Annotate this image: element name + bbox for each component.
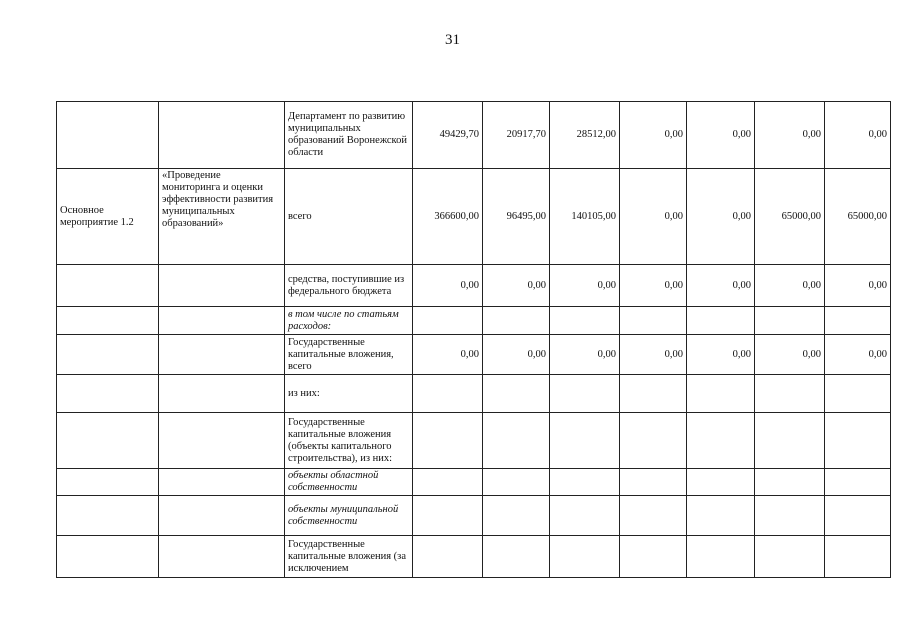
value-cell xyxy=(550,469,620,496)
value-cell xyxy=(620,413,687,469)
value-cell xyxy=(620,307,687,335)
value-cell xyxy=(687,469,755,496)
event-name-cell xyxy=(159,469,285,496)
event-label-cell xyxy=(57,496,159,536)
table-row xyxy=(57,335,891,375)
value-cell: 0,00 xyxy=(483,335,550,375)
table-row xyxy=(57,496,891,536)
value-cell xyxy=(413,307,483,335)
value-cell xyxy=(755,496,825,536)
value-cell xyxy=(483,413,550,469)
value-cell xyxy=(687,307,755,335)
value-cell: 0,00 xyxy=(620,102,687,169)
value-cell: 0,00 xyxy=(755,265,825,307)
table-row xyxy=(57,265,891,307)
value-cell: 20917,70 xyxy=(483,102,550,169)
value-cell xyxy=(687,536,755,578)
value-cell xyxy=(825,536,891,578)
event-name-cell xyxy=(159,102,285,169)
event-name-cell: «Проведение мониторинга и оценки эффективности развития муниципальных образований» xyxy=(159,169,285,265)
value-cell xyxy=(550,496,620,536)
value-cell xyxy=(620,375,687,413)
event-name-cell xyxy=(159,413,285,469)
value-cell xyxy=(825,307,891,335)
funding-source-cell: объекты областной собственности xyxy=(285,469,413,496)
value-cell xyxy=(413,469,483,496)
table-row xyxy=(57,469,891,496)
event-label-cell xyxy=(57,375,159,413)
value-cell xyxy=(620,496,687,536)
value-cell xyxy=(755,536,825,578)
table-row xyxy=(57,536,891,578)
value-cell: 65000,00 xyxy=(755,169,825,265)
value-cell: 0,00 xyxy=(620,265,687,307)
funding-source-cell: из них: xyxy=(285,375,413,413)
funding-source-cell: объекты муниципальной собственности xyxy=(285,496,413,536)
value-cell xyxy=(483,307,550,335)
value-cell xyxy=(550,375,620,413)
value-cell: 0,00 xyxy=(687,335,755,375)
funding-source-cell: Государственные капитальные вложения (за исключением xyxy=(285,536,413,578)
value-cell xyxy=(483,375,550,413)
value-cell: 0,00 xyxy=(825,102,891,169)
event-label-cell xyxy=(57,102,159,169)
value-cell xyxy=(825,413,891,469)
table-row xyxy=(57,169,891,265)
value-cell: 0,00 xyxy=(620,169,687,265)
value-cell xyxy=(755,413,825,469)
value-cell: 0,00 xyxy=(550,265,620,307)
value-cell xyxy=(483,496,550,536)
value-cell: 0,00 xyxy=(413,265,483,307)
event-label-cell xyxy=(57,265,159,307)
value-cell: 96495,00 xyxy=(483,169,550,265)
funding-source-cell: всего xyxy=(285,169,413,265)
value-cell xyxy=(483,469,550,496)
value-cell: 366600,00 xyxy=(413,169,483,265)
event-name-cell xyxy=(159,375,285,413)
value-cell: 0,00 xyxy=(687,265,755,307)
value-cell: 49429,70 xyxy=(413,102,483,169)
page-number: 31 xyxy=(445,32,460,48)
funding-source-cell: в том числе по статьям расходов: xyxy=(285,307,413,335)
event-name-cell xyxy=(159,496,285,536)
event-name-cell xyxy=(159,307,285,335)
event-label-cell xyxy=(57,536,159,578)
table-row xyxy=(57,307,891,335)
value-cell xyxy=(755,307,825,335)
event-label-cell xyxy=(57,469,159,496)
value-cell xyxy=(825,469,891,496)
value-cell xyxy=(413,536,483,578)
funding-source-cell: Государственные капитальные вложения (объекты капитального строительства), из них: xyxy=(285,413,413,469)
event-label-cell xyxy=(57,335,159,375)
value-cell xyxy=(687,496,755,536)
funding-source-cell: Департамент по развитию муниципальных образований Воронежской области xyxy=(285,102,413,169)
value-cell: 0,00 xyxy=(687,169,755,265)
value-cell: 0,00 xyxy=(755,335,825,375)
value-cell: 0,00 xyxy=(687,102,755,169)
value-cell xyxy=(550,307,620,335)
value-cell: 0,00 xyxy=(620,335,687,375)
funding-source-cell: Государственные капитальные вложения, всего xyxy=(285,335,413,375)
table-row xyxy=(57,375,891,413)
event-name-cell xyxy=(159,536,285,578)
value-cell xyxy=(413,496,483,536)
budget-table xyxy=(56,101,891,578)
value-cell xyxy=(687,375,755,413)
value-cell xyxy=(825,496,891,536)
value-cell: 65000,00 xyxy=(825,169,891,265)
event-name-cell xyxy=(159,335,285,375)
value-cell xyxy=(687,413,755,469)
value-cell: 0,00 xyxy=(483,265,550,307)
table-row xyxy=(57,413,891,469)
value-cell: 0,00 xyxy=(550,335,620,375)
value-cell xyxy=(620,536,687,578)
value-cell xyxy=(413,375,483,413)
value-cell xyxy=(550,536,620,578)
value-cell: 0,00 xyxy=(755,102,825,169)
value-cell: 28512,00 xyxy=(550,102,620,169)
value-cell xyxy=(755,469,825,496)
value-cell xyxy=(413,413,483,469)
value-cell xyxy=(825,375,891,413)
event-name-cell xyxy=(159,265,285,307)
event-label-cell: Основное мероприятие 1.2 xyxy=(57,169,159,265)
table-row xyxy=(57,102,891,169)
value-cell: 0,00 xyxy=(825,335,891,375)
value-cell: 0,00 xyxy=(825,265,891,307)
value-cell: 140105,00 xyxy=(550,169,620,265)
event-label-cell xyxy=(57,413,159,469)
event-label-cell xyxy=(57,307,159,335)
funding-source-cell: средства, поступившие из федерального бюджета xyxy=(285,265,413,307)
value-cell xyxy=(550,413,620,469)
value-cell: 0,00 xyxy=(413,335,483,375)
value-cell xyxy=(755,375,825,413)
value-cell xyxy=(620,469,687,496)
value-cell xyxy=(483,536,550,578)
